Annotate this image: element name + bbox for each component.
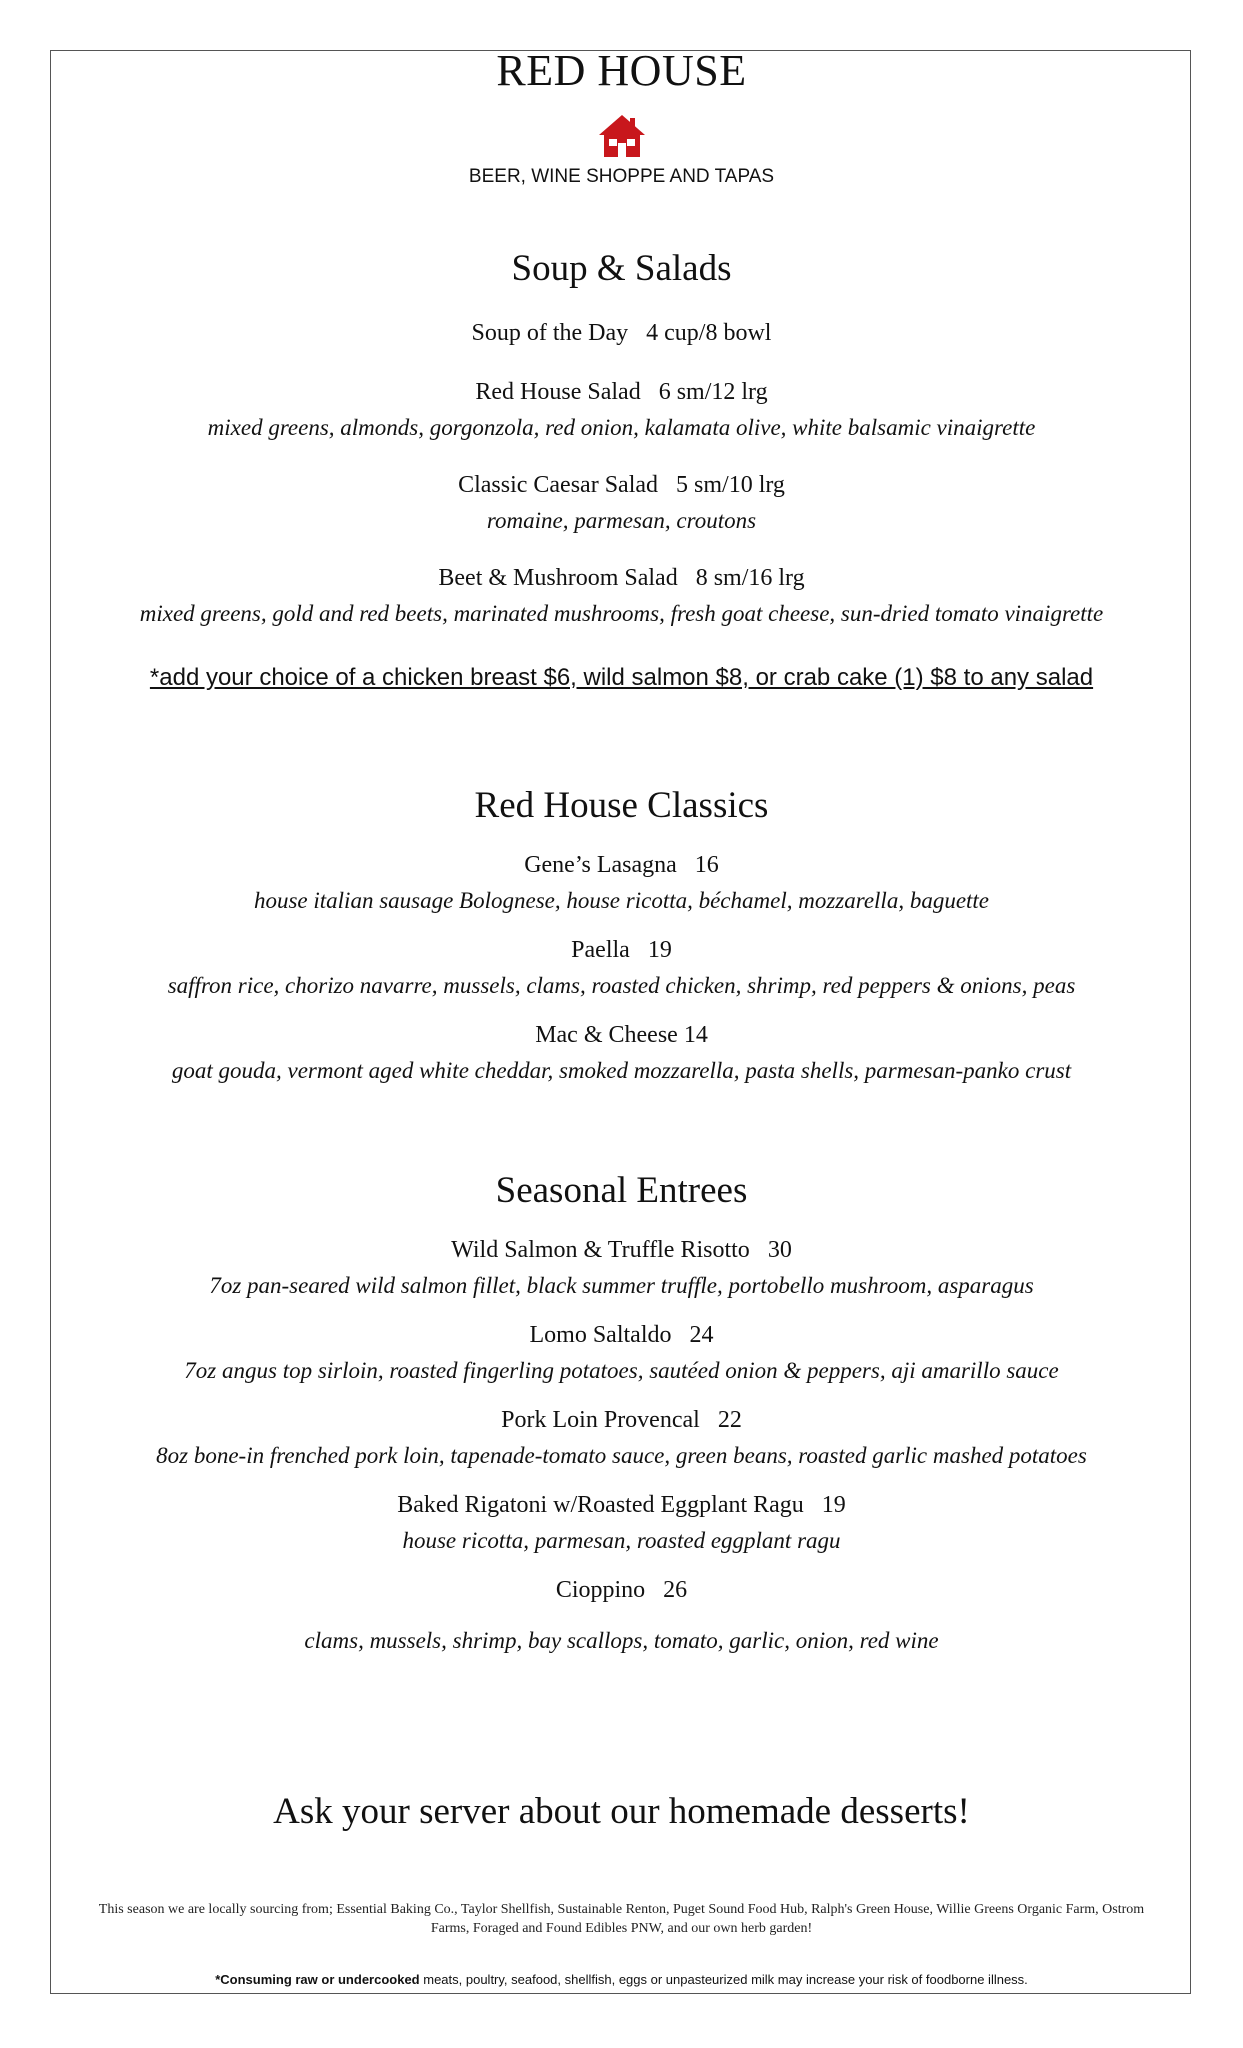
item-description: 8oz bone-in frenched pork loin, tapenade-tomato sauce, green beans, roasted garlic mashed potatoes: [156, 1443, 1087, 1468]
item-price: 26: [663, 1577, 688, 1603]
item-description: house ricotta, parmesan, roasted eggplant ragu: [402, 1528, 841, 1553]
item-name: Pork Loin Provencal: [501, 1407, 700, 1433]
item-price: 5 sm/10 lrg: [676, 472, 785, 498]
menu-item: [0, 1577, 1243, 1604]
item-description: saffron rice, chorizo navarre, mussels, clams, roasted chicken, shrimp, red peppers & onions, peas: [167, 973, 1076, 998]
menu-item: [0, 1407, 1243, 1434]
item-price: 19: [647, 937, 672, 963]
item-description: mixed greens, almonds, gorgonzola, red onion, kalamata olive, white balsamic vinaigrette: [207, 415, 1036, 440]
warning-bold: *Consuming raw or undercooked: [215, 1972, 420, 1987]
item-price: 16: [694, 852, 719, 878]
dessert-note: Ask your server about our homemade desserts!: [273, 1791, 970, 1832]
menu-item: [0, 565, 1243, 592]
item-name: Soup of the Day: [471, 320, 629, 346]
item-description: romaine, parmesan, croutons: [486, 508, 757, 533]
menu-item: [0, 472, 1243, 499]
item-description: goat gouda, vermont aged white cheddar, smoked mozzarella, pasta shells, parmesan-panko crust: [171, 1058, 1072, 1083]
item-name: Wild Salmon & Truffle Risotto: [451, 1237, 750, 1263]
section-heading-entrees: Seasonal Entrees: [495, 1170, 748, 1211]
item-price: 24: [689, 1322, 714, 1348]
menu-item: [0, 1022, 1243, 1049]
item-price: 22: [717, 1407, 742, 1433]
menu-item: [0, 1492, 1243, 1519]
item-price: 4 cup/8 bowl: [646, 320, 772, 346]
item-price: 6 sm/12 lrg: [658, 379, 768, 405]
house-icon: [597, 113, 647, 159]
warning-text: meats, poultry, seafood, shellfish, eggs or unpasteurized milk may increase your risk of foodborne illness.: [419, 1972, 1028, 1987]
menu-item: [0, 320, 1243, 347]
section-heading-soup-salads: Soup & Salads: [511, 248, 732, 289]
item-price: 30: [767, 1237, 792, 1263]
item-name: Paella: [571, 937, 630, 963]
item-name: Mac & Cheese: [535, 1022, 678, 1048]
salad-addon-note: *add your choice of a chicken breast $6, wild salmon $8, or crab cake (1) $8 to any salad: [149, 664, 1094, 691]
item-description: 7oz angus top sirloin, roasted fingerling potatoes, sautéed onion & peppers, aji amarillo sauce: [184, 1358, 1059, 1383]
item-price: 19: [821, 1492, 846, 1518]
tagline: BEER, WINE SHOPPE AND TAPAS: [468, 166, 775, 187]
item-description: house italian sausage Bolognese, house ricotta, béchamel, mozzarella, baguette: [253, 888, 990, 913]
item-name: Classic Caesar Salad: [458, 472, 659, 498]
item-name: Gene’s Lasagna: [524, 852, 677, 878]
menu-item: [0, 1237, 1243, 1264]
menu-item: [0, 1322, 1243, 1349]
menu-item: [0, 937, 1243, 964]
item-description: mixed greens, gold and red beets, marinated mushrooms, fresh goat cheese, sun-dried tomato vinaigrette: [139, 601, 1104, 626]
item-price: 14: [683, 1022, 708, 1048]
menu-item: [0, 379, 1243, 406]
item-name: Cioppino: [555, 1577, 646, 1603]
item-description: clams, mussels, shrimp, bay scallops, tomato, garlic, onion, red wine: [304, 1628, 939, 1653]
section-heading-classics: Red House Classics: [474, 785, 769, 826]
restaurant-title: RED HOUSE: [496, 46, 747, 95]
item-name: Red House Salad: [475, 379, 641, 405]
item-name: Lomo Saltaldo: [529, 1322, 672, 1348]
item-name: Baked Rigatoni w/Roasted Eggplant Ragu: [397, 1492, 804, 1518]
sourcing-note: This season we are locally sourcing from; Essential Baking Co., Taylor Shellfish, Sustainable Renton, Puget Sound Food Hub, Ralph's Green House, Willie Greens Organic Farm, Ostrom Farms, Foraged and Found Edibles PNW, and our own herb garden!: [98, 1902, 1145, 1936]
item-name: Beet & Mushroom Salad: [438, 565, 678, 591]
health-warning: [0, 1972, 1243, 1987]
item-description: 7oz pan-seared wild salmon fillet, black summer truffle, portobello mushroom, asparagus: [209, 1273, 1034, 1298]
item-price: 8 sm/16 lrg: [695, 565, 805, 591]
menu-item: [0, 852, 1243, 879]
